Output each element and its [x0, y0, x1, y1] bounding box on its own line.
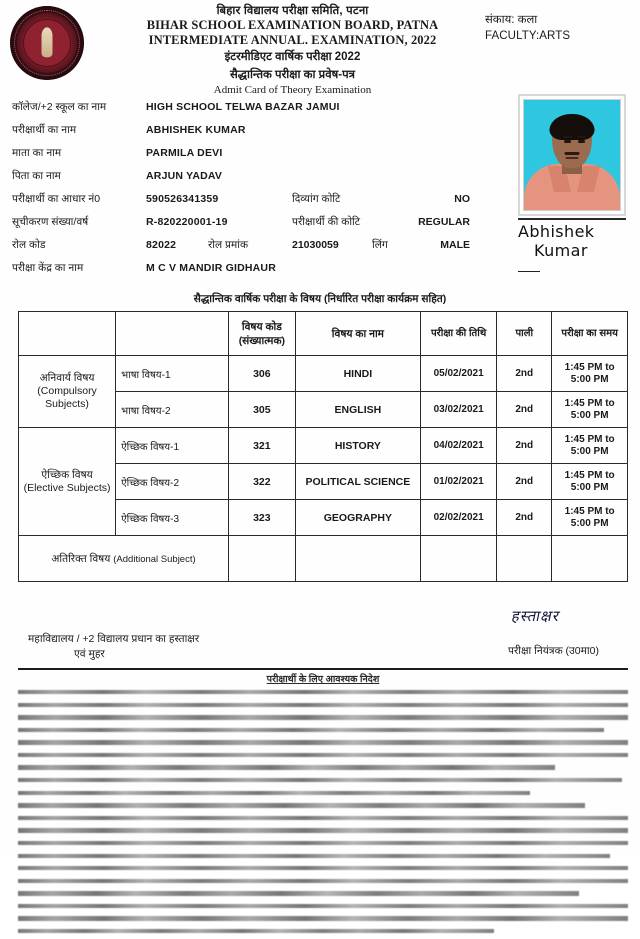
- instructions-section: [18, 672, 628, 939]
- row-name: HISTORY: [295, 428, 420, 464]
- photo-mouth: [566, 157, 579, 159]
- instruction-line: [18, 753, 628, 763]
- controller-signature: हस्ताक्षर: [510, 607, 563, 625]
- detail-row-center: [0, 257, 470, 280]
- photo-eyebrow-right: [577, 136, 586, 138]
- school-label: कॉलेज/+2 स्कूल का नाम: [12, 101, 107, 113]
- father-name-label: पिता का नाम: [12, 170, 61, 182]
- faculty-hindi: संकाय: कला: [485, 14, 538, 26]
- row-code: 323: [229, 500, 296, 536]
- registration-label: सूचीकरण संख्या/वर्ष: [12, 216, 89, 228]
- header-titles: [95, 0, 490, 97]
- table-row-additional: [19, 536, 628, 582]
- row-slot: ऐच्छिक विषय-2: [116, 464, 229, 500]
- row-slot: ऐच्छिक विषय-1: [116, 428, 229, 464]
- gender-value: MALE: [440, 239, 470, 251]
- additional-name-cell: [295, 536, 420, 582]
- row-date: 01/02/2021: [421, 464, 497, 500]
- table-header-row: [19, 312, 628, 356]
- mother-name-label: माता का नाम: [12, 147, 62, 159]
- instruction-line: [18, 791, 628, 801]
- header-slot: [116, 312, 229, 356]
- principal-line-1: महाविद्यालय / +2 विद्यालय प्रधान का हस्ताक्षर: [28, 633, 200, 645]
- photo-mustache: [565, 152, 580, 155]
- aadhaar-value: 590526341359: [146, 193, 219, 205]
- row-date: 04/02/2021: [421, 428, 497, 464]
- row-time: 1:45 PM to 5:00 PM: [552, 500, 628, 536]
- org-name-english: BIHAR SCHOOL EXAMINATION BOARD, PATNA: [146, 18, 439, 32]
- row-slot: ऐच्छिक विषय-3: [116, 500, 229, 536]
- disability-label: दिव्यांग कोटि: [292, 193, 341, 205]
- row-name: GEOGRAPHY: [295, 500, 420, 536]
- row-time: 1:45 PM to 5:00 PM: [552, 356, 628, 392]
- header-exam-date: परीक्षा की तिथि: [421, 312, 497, 356]
- instruction-line: [18, 803, 628, 813]
- document-title-hindi: सैद्धान्तिक परीक्षा का प्रवेष-पत्र: [230, 69, 355, 81]
- table-row: [19, 428, 628, 464]
- instruction-line: [18, 916, 628, 926]
- roll-code-label: रोल कोड: [12, 239, 46, 251]
- instruction-line: [18, 841, 628, 851]
- detail-row-aadhaar: [0, 188, 470, 211]
- header-code-line2: (संख्यात्मक): [238, 334, 286, 347]
- table-caption: सैद्धान्तिक वार्षिक परीक्षा के विषय (निर्धारित परीक्षा कार्यक्रम सहित): [193, 293, 447, 305]
- row-shift: 2nd: [497, 464, 552, 500]
- detail-row-student: [0, 119, 470, 142]
- additional-time-cell: [552, 536, 628, 582]
- instruction-line: [18, 816, 628, 826]
- row-code: 305: [229, 392, 296, 428]
- photo-eyebrow-left: [563, 136, 572, 138]
- disability-value: NO: [454, 193, 470, 205]
- exam-name-hindi: इंटरमीडिएट वार्षिक परीक्षा 2022: [224, 51, 361, 63]
- group-elective-hindi: ऐच्छिक विषय: [41, 468, 93, 481]
- photo-eye-right: [578, 140, 585, 143]
- row-slot: भाषा विषय-2: [116, 392, 229, 428]
- row-slot: भाषा विषय-1: [116, 356, 229, 392]
- student-details: [0, 96, 470, 280]
- principal-signature-label: [28, 632, 199, 662]
- row-time: 1:45 PM to 5:00 PM: [552, 392, 628, 428]
- category-label: परीक्षार्थी की कोटि: [292, 216, 361, 228]
- additional-english: (Additional Subject): [113, 553, 196, 565]
- student-photo: [523, 99, 621, 211]
- group-compulsory-hindi: अनिवार्य विषय: [39, 372, 95, 384]
- roll-number-label: रोल प्रमांक: [208, 239, 249, 251]
- instruction-line: [18, 854, 628, 864]
- signature-line-2: Kumar: [534, 241, 588, 260]
- group-compulsory: [19, 356, 116, 428]
- header-shift: पाली: [497, 312, 552, 356]
- instruction-line: [18, 904, 628, 914]
- instruction-line: [18, 866, 628, 876]
- row-code: 321: [229, 428, 296, 464]
- header-exam-time: परीक्षा का समय: [552, 312, 628, 356]
- instruction-line: [18, 891, 628, 901]
- student-signature: [518, 220, 626, 260]
- header-group: [19, 312, 116, 356]
- detail-row-school: [0, 96, 470, 119]
- aadhaar-label: परीक्षार्थी का आधार नं0: [12, 193, 101, 205]
- photo-block: [518, 94, 628, 274]
- instruction-line: [18, 715, 628, 725]
- page-header: [0, 0, 640, 96]
- instruction-line: [18, 929, 628, 939]
- additional-hindi: अतिरिक्त विषय: [51, 552, 111, 565]
- row-code: 322: [229, 464, 296, 500]
- student-name-value: ABHISHEK KUMAR: [146, 124, 246, 136]
- instruction-line: [18, 690, 628, 700]
- row-shift: 2nd: [497, 500, 552, 536]
- photo-hair: [550, 114, 595, 140]
- row-name: ENGLISH: [295, 392, 420, 428]
- bseb-seal-icon: [10, 6, 84, 80]
- instruction-line: [18, 778, 628, 788]
- org-name-hindi: बिहार विद्यालय परीक्षा समिति, पटना: [216, 5, 369, 17]
- roll-code-value: 82022: [146, 239, 177, 251]
- center-label: परीक्षा केंद्र का नाम: [12, 262, 84, 274]
- group-elective-english: (Elective Subjects): [23, 481, 111, 494]
- table-row: [19, 356, 628, 392]
- instructions-body: [18, 690, 628, 939]
- student-photo-frame: [518, 94, 626, 216]
- controller-label: परीक्षा नियंत्रक (उ0मा0): [508, 645, 599, 657]
- footer-divider: [18, 668, 628, 670]
- header-code-line1: विषय कोड: [241, 320, 282, 333]
- detail-row-roll: [0, 234, 470, 257]
- additional-date-cell: [421, 536, 497, 582]
- registration-value: R-820220001-19: [146, 216, 228, 228]
- additional-shift-cell: [497, 536, 552, 582]
- row-date: 03/02/2021: [421, 392, 497, 428]
- instruction-line: [18, 728, 628, 738]
- row-name: HINDI: [295, 356, 420, 392]
- detail-row-father: [0, 165, 470, 188]
- row-date: 02/02/2021: [421, 500, 497, 536]
- footer-signatures: [0, 596, 640, 672]
- signature-line-1: Abhishek: [518, 222, 595, 241]
- category-value: REGULAR: [418, 216, 470, 228]
- row-shift: 2nd: [497, 356, 552, 392]
- additional-subject-label: [19, 536, 229, 582]
- header-subject-code: [229, 312, 296, 356]
- father-name-value: ARJUN YADAV: [146, 170, 223, 182]
- row-name: POLITICAL SCIENCE: [295, 464, 420, 500]
- school-value: HIGH SCHOOL TELWA BAZAR JAMUI: [146, 101, 340, 113]
- row-shift: 2nd: [497, 428, 552, 464]
- instruction-line: [18, 828, 628, 838]
- row-shift: 2nd: [497, 392, 552, 428]
- gender-label: लिंग: [372, 239, 388, 251]
- row-code: 306: [229, 356, 296, 392]
- exam-name-english: INTERMEDIATE ANNUAL. EXAMINATION, 2022: [148, 33, 437, 47]
- photo-eye-left: [564, 140, 571, 143]
- instruction-line: [18, 703, 628, 713]
- student-name-label: परीक्षार्थी का नाम: [12, 124, 77, 136]
- document-title-english: Admit Card of Theory Examination: [213, 84, 372, 96]
- additional-code-cell: [229, 536, 296, 582]
- principal-line-2: एवं मुहर: [74, 648, 105, 660]
- subjects-table: [18, 311, 628, 582]
- group-elective: [19, 428, 116, 536]
- seal-figure: [42, 27, 53, 57]
- row-time: 1:45 PM to 5:00 PM: [552, 464, 628, 500]
- mother-name-value: PARMILA DEVI: [146, 147, 223, 159]
- row-time: 1:45 PM to 5:00 PM: [552, 428, 628, 464]
- row-date: 05/02/2021: [421, 356, 497, 392]
- instruction-line: [18, 740, 628, 750]
- signature-underline: [518, 271, 540, 272]
- detail-row-mother: [0, 142, 470, 165]
- roll-number-value: 21030059: [292, 239, 339, 251]
- faculty-english: FACULTY:ARTS: [485, 30, 571, 42]
- instruction-line: [18, 879, 628, 889]
- header-subject-name: विषय का नाम: [295, 312, 420, 356]
- instruction-line: [18, 765, 628, 775]
- detail-row-registration: [0, 211, 470, 234]
- group-compulsory-english: (Compulsory Subjects): [37, 385, 97, 410]
- faculty-block: [485, 12, 630, 44]
- center-value: M C V MANDIR GIDHAUR: [146, 262, 276, 274]
- student-signature-box: [518, 218, 626, 274]
- instructions-heading: परीक्षार्थी के लिए आवश्यक निदेश: [266, 674, 380, 685]
